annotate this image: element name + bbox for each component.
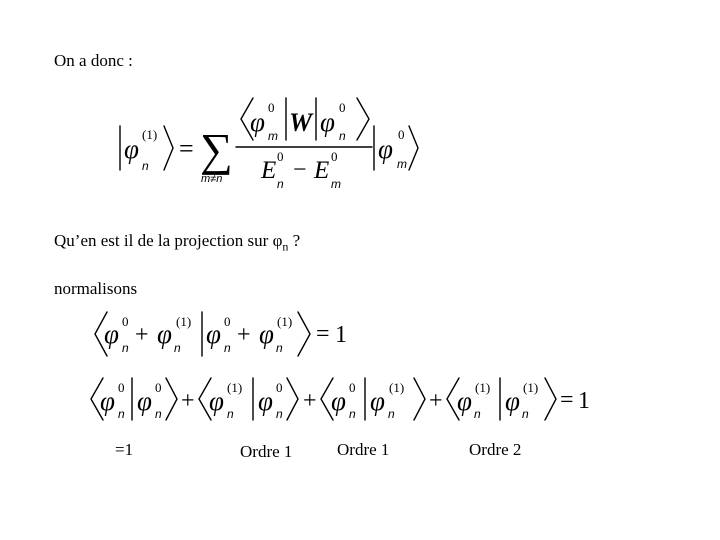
rhs-superscript: 0: [398, 127, 405, 142]
subscript-n: n: [227, 407, 234, 421]
ket-subscript: n: [339, 129, 346, 143]
term-label-normalized: =1: [115, 440, 134, 459]
equals-sign: =: [560, 387, 574, 413]
perturbation-operator: W: [289, 108, 313, 137]
minus-sign: −: [293, 157, 307, 183]
result-one: 1: [578, 388, 590, 414]
energy-symbol: E: [261, 157, 277, 184]
plus-sign: +: [303, 388, 317, 414]
result-one: 1: [335, 322, 347, 348]
superscript-zero: 0: [155, 380, 162, 395]
subscript-n: n: [118, 407, 125, 421]
equals-sign: =: [316, 321, 330, 347]
lhs-superscript: (1): [142, 127, 158, 142]
intro-text: On a donc :: [54, 51, 133, 70]
energy-subscript: m: [331, 177, 341, 191]
term-label-first-order: Ordre 1: [337, 440, 390, 459]
bra-subscript: m: [268, 129, 278, 143]
ket-angle: [414, 378, 425, 420]
subscript-n: n: [276, 341, 283, 355]
energy-superscript: 0: [277, 149, 284, 164]
ket-angle: [545, 378, 556, 420]
subscript-n: n: [224, 341, 231, 355]
sum-index: m≠n: [201, 173, 223, 185]
phi-symbol: φ: [259, 319, 274, 349]
subscript-n: n: [522, 407, 529, 421]
bra-superscript: 0: [268, 100, 275, 115]
phi-symbol: φ: [209, 386, 224, 416]
plus-sign: +: [181, 388, 195, 414]
energy-subscript: n: [277, 177, 284, 191]
superscript-zero: 0: [118, 380, 125, 395]
phi-symbol: φ: [370, 386, 385, 416]
superscript-zero: 0: [349, 380, 356, 395]
superscript-order-one: (1): [523, 380, 539, 395]
phi-symbol: φ: [378, 134, 393, 164]
phi-symbol: φ: [157, 319, 172, 349]
phi-symbol: φ: [124, 134, 139, 164]
equals-sign: =: [179, 134, 194, 163]
plus-sign: +: [135, 322, 149, 348]
phi-symbol: φ: [320, 107, 335, 137]
subscript-n: n: [155, 407, 162, 421]
plus-sign: +: [429, 388, 443, 414]
subscript-n: n: [276, 407, 283, 421]
term-label-second-order: Ordre 2: [469, 440, 522, 459]
phi-symbol: φ: [206, 319, 221, 349]
plus-sign: +: [237, 322, 251, 348]
rhs-subscript: m: [397, 157, 407, 171]
superscript-order-one: (1): [475, 380, 491, 395]
superscript-order-one: (1): [227, 380, 243, 395]
ket-angle: [287, 378, 298, 420]
superscript-order-one: (1): [389, 380, 405, 395]
summation-symbol: ∑: [200, 124, 233, 175]
question-subscript: n: [282, 239, 289, 254]
phi-symbol: φ: [104, 319, 119, 349]
superscript-zero: 0: [224, 314, 231, 329]
lhs-subscript: n: [142, 159, 149, 173]
subscript-n: n: [122, 341, 129, 355]
ket-angle: [166, 378, 177, 420]
phi-symbol: φ: [100, 386, 115, 416]
normalize-label: normalisons: [54, 279, 138, 298]
superscript-order-one: (1): [277, 314, 293, 329]
phi-symbol: φ: [331, 386, 346, 416]
phi-symbol: φ: [457, 386, 472, 416]
ket-superscript: 0: [339, 100, 346, 115]
term-label-first-order: Ordre 1: [240, 442, 293, 461]
phi-symbol: φ: [250, 107, 265, 137]
superscript-zero: 0: [276, 380, 283, 395]
subscript-n: n: [388, 407, 395, 421]
energy-symbol: E: [314, 157, 330, 184]
phi-symbol: φ: [137, 386, 152, 416]
subscript-n: n: [174, 341, 181, 355]
energy-superscript: 0: [331, 149, 338, 164]
superscript-zero: 0: [122, 314, 129, 329]
subscript-n: n: [349, 407, 356, 421]
subscript-n: n: [474, 407, 481, 421]
phi-symbol: φ: [258, 386, 273, 416]
superscript-order-one: (1): [176, 314, 192, 329]
phi-symbol: φ: [505, 386, 520, 416]
projection-question: Qu’en est il de la projection sur $\varphi_n$ ?: [54, 231, 301, 254]
